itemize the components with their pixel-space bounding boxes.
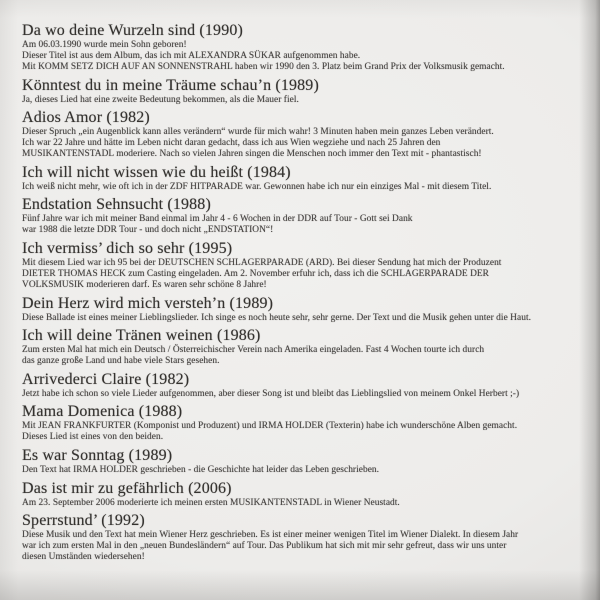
song-title: Ich vermiss’ dich so sehr (1995) (22, 240, 233, 258)
song-section (22, 480, 582, 509)
note-line: Mit JEAN FRANKFURTER (Komponist und Produzent) und IRMA HOLDER (Texterin) habe ich wunderschöne Alben gemacht. (22, 421, 518, 432)
note-line: diesen Umständen wiedersehen! (22, 552, 145, 563)
note-line: Am 06.03.1990 wurde mein Sohn geboren! (22, 40, 187, 51)
note-line: VOLKSMUSIK moderieren darf. Es waren sehr schöne 8 Jahre! (22, 280, 267, 291)
song-section (22, 109, 582, 160)
note-line: Mit KOMM SETZ DICH AUF AN SONNENSTRAHL haben wir 1990 den 3. Platz beim Grand Prix der Volksmusik gemacht. (22, 62, 505, 73)
note-line: Mit diesem Lied war ich 95 bei der DEUTSCHEN SCHLAGERPARADE (ARD). Bei dieser Sendung hat mich der Produzent (22, 258, 502, 269)
note-line: Fünf Jahre war ich mit meiner Band einmal im Jahr 4 - 6 Wochen in der DDR auf Tour - Gott sei Dank (22, 214, 413, 225)
song-title: Da wo deine Wurzeln sind (1990) (22, 22, 243, 40)
song-section (22, 22, 582, 73)
song-section (22, 371, 582, 400)
note-line: Ja, dieses Lied hat eine zweite Bedeutung bekommen, als die Mauer fiel. (22, 94, 299, 105)
song-section (22, 196, 582, 236)
song-title: Arrivederci Claire (1982) (22, 370, 190, 388)
song-section (22, 447, 582, 476)
song-section (22, 295, 582, 324)
song-section (22, 403, 582, 443)
song-title: Sperrstund’ (1992) (22, 512, 145, 530)
song-title: Könntest du in meine Träume schau’n (1989) (22, 76, 319, 94)
note-line: Den Text hat IRMA HOLDER geschrieben - die Geschichte hat leider das Leben geschrieben. (22, 465, 380, 476)
song-title: Adios Amor (1982) (22, 109, 150, 127)
note-line: Ich war 22 Jahre und hätte im Leben nicht daran gedacht, dass ich aus Wien wegziehe und nach 25 Jahren den (22, 138, 441, 149)
note-line: das ganze große Land und habe viele Stars gesehen. (22, 356, 220, 367)
song-title: Mama Domenica (1988) (22, 403, 183, 421)
song-title: Endstation Sehnsucht (1988) (22, 196, 211, 214)
song-section (22, 77, 582, 106)
song-title: Ich will deine Tränen weinen (1986) (22, 327, 261, 345)
note-line: Dieser Spruch „ein Augenblick kann alles verändern“ wurde für mich wahr! 3 Minuten haben mein ganzes Leben verändert. (22, 127, 494, 138)
note-line: DIETER THOMAS HECK zum Casting eingeladen. Am 2. November erfuhr ich, dass ich die SCHLAGERPARADE DER (22, 269, 489, 280)
note-line: war 1988 die letzte DDR Tour - und doch nicht „ENDSTATION“! (22, 225, 274, 236)
note-line: Ich weiß nicht mehr, wie oft ich in der ZDF HITPARADE war. Gewonnen habe ich nur ein einziges Mal - mit diesem Titel. (22, 181, 492, 192)
song-section (22, 512, 582, 563)
song-title: Es war Sonntag (1989) (22, 447, 173, 465)
note-line: Jetzt habe ich schon so viele Lieder aufgenommen, aber dieser Song ist und bleibt das Lieblingslied von meinem Onkel Herbert ;-) (22, 388, 520, 399)
note-line: war ich zum ersten Mal in den „neuen Bundesländern“ auf Tour. Das Publikum hat sich mit mir sehr gefreut, dass wir uns unter (22, 541, 507, 552)
song-section (22, 327, 582, 367)
note-line: Zum ersten Mal hat mich ein Deutsch / Österreichischer Verein nach Amerika eingeladen. Fast 4 Wochen tourte ich durch (22, 345, 485, 356)
note-line: MUSIKANTENSTADL moderiere. Nach so vielen Jahren singen die Menschen noch immer den Text mit - phantastisch! (22, 149, 482, 160)
note-line: Diese Ballade ist eines meiner Lieblingslieder. Ich singe es noch heute sehr, sehr gerne. Der Text und die Musik gehen unter die Haut. (22, 312, 531, 323)
song-title: Das ist mir zu gefährlich (2006) (22, 479, 232, 497)
song-section (22, 164, 582, 193)
song-section (22, 240, 582, 291)
note-line: Dieser Titel ist aus dem Album, das ich mit ALEXANDRA SÜKAR aufgenommen habe. (22, 51, 361, 62)
song-title: Dein Herz wird mich versteh’n (1989) (22, 294, 274, 312)
note-line: Am 23. September 2006 moderierte ich meinen ersten MUSIKANTENSTADL in Wiener Neustadt. (22, 497, 400, 508)
note-line: Diese Musik und den Text hat mein Wiener Herz geschrieben. Es ist einer meiner wenigen Titel im Wiener Dialekt. In diesem Jahr (22, 530, 519, 541)
song-title: Ich will nicht wissen wie du heißt (1984) (22, 163, 291, 181)
note-line: Dieses Lied ist eines von den beiden. (22, 432, 164, 443)
song-notes-list (22, 22, 582, 563)
